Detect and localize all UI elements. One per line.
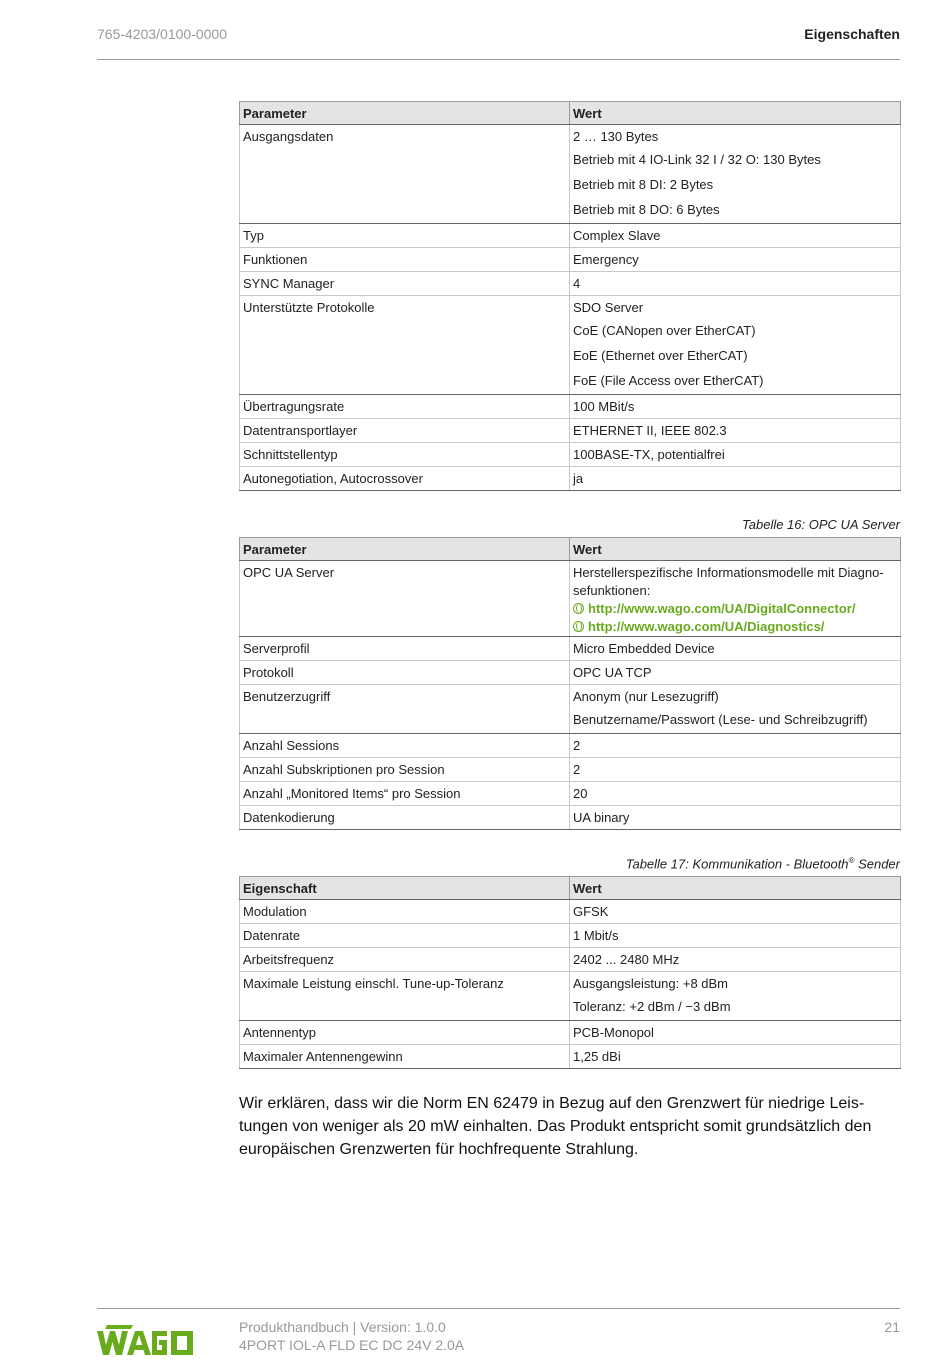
row-value: CoE (CANopen over EtherCAT) xyxy=(573,323,756,338)
table-row xyxy=(240,924,901,948)
row-parameter: Autonegotiation, Autocrossover xyxy=(243,471,423,486)
row-parameter: Übertragungsrate xyxy=(243,399,345,414)
table-row xyxy=(240,419,901,443)
table-row xyxy=(240,637,901,661)
table-row xyxy=(240,900,901,924)
row-parameter: Serverprofil xyxy=(243,641,310,656)
row-value xyxy=(573,561,897,636)
row-value: 2 xyxy=(573,762,581,777)
footer-product-name: 4PORT IOL-A FLD EC DC 24V 2.0A xyxy=(239,1337,465,1353)
table-row xyxy=(240,1045,901,1069)
row-parameter: Modulation xyxy=(243,904,307,919)
table-row xyxy=(240,758,901,782)
table-row xyxy=(240,1021,901,1045)
row-value: 100 MBit/s xyxy=(573,399,635,414)
table-row xyxy=(240,272,901,296)
row-value: SDO Server xyxy=(573,300,644,315)
row-value: Benutzername/Passwort (Lese- und Schreibzugriff) xyxy=(573,712,868,727)
row-parameter: Datenkodierung xyxy=(243,810,335,825)
document-id: 765-4203/0100-0000 xyxy=(97,26,228,42)
row-value: Toleranz: +2 dBm / −3 dBm xyxy=(573,999,731,1014)
row-value: Betrieb mit 8 DI: 2 Bytes xyxy=(573,177,714,192)
column-header-parameter: Parameter xyxy=(240,102,570,125)
row-value: Micro Embedded Device xyxy=(573,641,715,656)
row-value: ETHERNET II, IEEE 802.3 xyxy=(573,423,727,438)
row-value: 1,25 dBi xyxy=(573,1049,621,1064)
row-value: Betrieb mit 8 DO: 6 Bytes xyxy=(573,202,720,217)
table-row xyxy=(240,125,901,224)
row-value: 2 … 130 Bytes xyxy=(573,129,659,144)
table-row xyxy=(240,224,901,248)
row-value: UA binary xyxy=(573,810,630,825)
row-value: EoE (Ethernet over EtherCAT) xyxy=(573,348,748,363)
table-row xyxy=(240,948,901,972)
globe-icon xyxy=(573,603,584,614)
page-header xyxy=(97,26,900,60)
row-value: 20 xyxy=(573,786,588,801)
column-header-value: Wert xyxy=(570,877,901,900)
row-value: 100BASE-TX, potentialfrei xyxy=(573,447,725,462)
row-parameter: Funktionen xyxy=(243,252,308,267)
section-title: Eigenschaften xyxy=(804,26,900,42)
opc-ua-table xyxy=(239,537,901,830)
column-header-value: Wert xyxy=(570,102,901,125)
bluetooth-table xyxy=(239,876,901,1069)
row-parameter: Maximale Leistung einschl. Tune-up-Toleranz xyxy=(243,976,504,991)
row-parameter: OPC UA Server xyxy=(243,565,335,580)
row-parameter: Datentransportlayer xyxy=(243,423,358,438)
column-header-parameter: Parameter xyxy=(240,538,570,561)
table-caption-opc: Tabelle 16: OPC UA Server xyxy=(742,517,900,532)
row-parameter: Antennentyp xyxy=(243,1025,317,1040)
row-parameter: Anzahl Sessions xyxy=(243,738,340,753)
row-parameter: Schnittstellentyp xyxy=(243,447,338,462)
row-parameter: Anzahl Subskriptionen pro Session xyxy=(243,762,445,777)
table-row xyxy=(240,296,901,395)
table-row xyxy=(240,395,901,419)
row-value: GFSK xyxy=(573,904,609,919)
table-row xyxy=(240,467,901,491)
row-value: Complex Slave xyxy=(573,228,661,243)
row-value: FoE (File Access over EtherCAT) xyxy=(573,373,764,388)
row-value: ja xyxy=(573,471,584,486)
row-parameter: Protokoll xyxy=(243,665,294,680)
row-parameter: Anzahl „Monitored Items“ pro Session xyxy=(243,786,461,801)
row-value: OPC UA TCP xyxy=(573,665,652,680)
table-row xyxy=(240,248,901,272)
row-value: PCB-Monopol xyxy=(573,1025,654,1040)
row-parameter: Benutzerzugriff xyxy=(243,689,331,704)
row-value: 4 xyxy=(573,276,581,291)
column-header-property: Eigenschaft xyxy=(240,877,570,900)
opc-description: Herstellerspezifische Informationsmodelle mit Diagnosefunktionen: xyxy=(573,565,884,598)
globe-icon xyxy=(573,621,584,632)
table-row xyxy=(240,782,901,806)
table-row xyxy=(240,561,901,637)
table-row xyxy=(240,806,901,830)
link-diagnostics[interactable]: http://www.wago.com/UA/Diagnostics/ xyxy=(573,618,897,636)
table-row xyxy=(240,972,901,1021)
wago-logo xyxy=(97,1323,197,1357)
row-parameter: Arbeitsfrequenz xyxy=(243,952,335,967)
ethercat-table xyxy=(239,101,901,491)
row-value: 1 Mbit/s xyxy=(573,928,619,943)
row-parameter: Typ xyxy=(243,228,264,243)
row-value: Betrieb mit 4 IO-Link 32 I / 32 O: 130 Bytes xyxy=(573,152,821,167)
table-caption-bluetooth: Tabelle 17: Kommunikation - Bluetooth® Sender xyxy=(625,856,900,872)
row-parameter: SYNC Manager xyxy=(243,276,335,291)
row-value: Anonym (nur Lesezugriff) xyxy=(573,689,719,704)
row-parameter: Maximaler Antennengewinn xyxy=(243,1049,403,1064)
row-parameter: Unterstützte Protokolle xyxy=(243,300,375,315)
link-digital-connector[interactable]: http://www.wago.com/UA/DigitalConnector/ xyxy=(573,600,897,618)
row-parameter: Datenrate xyxy=(243,928,301,943)
footer-manual-version: Produkthandbuch | Version: 1.0.0 xyxy=(239,1319,446,1335)
row-parameter: Ausgangsdaten xyxy=(243,129,334,144)
row-value: Emergency xyxy=(573,252,639,267)
row-value: 2402 ... 2480 MHz xyxy=(573,952,680,967)
row-value: 2 xyxy=(573,738,581,753)
table-row xyxy=(240,661,901,685)
declaration-paragraph: Wir erklären, dass wir die Norm EN 62479 in Bezug auf den Grenzwert für niedrige Leistungen von weniger als 20 mW einhalten. Das Produkt entspricht somit grundsätzlich den europäischen Grenzwerten für hochfrequente Strahlung. xyxy=(239,1095,872,1158)
page-number: 21 xyxy=(884,1319,900,1335)
table-row xyxy=(240,734,901,758)
table-row xyxy=(240,443,901,467)
row-value: Ausgangsleistung: +8 dBm xyxy=(573,976,729,991)
table-row xyxy=(240,685,901,734)
column-header-value: Wert xyxy=(570,538,901,561)
page-footer xyxy=(97,1308,900,1361)
